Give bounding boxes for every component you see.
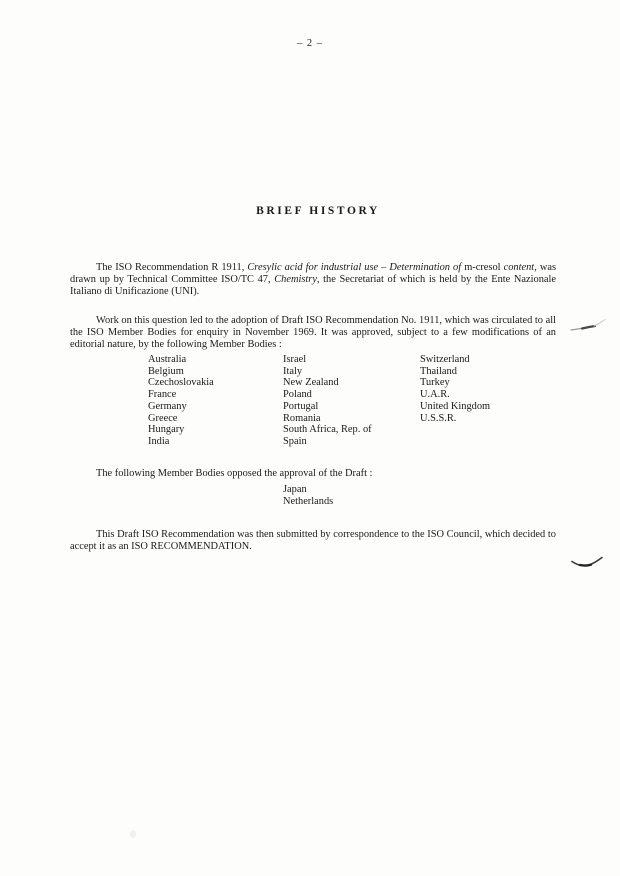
- country-item: South Africa, Rep. of: [283, 424, 372, 436]
- country-item: New Zealand: [283, 377, 339, 389]
- country-item: Turkey: [420, 377, 450, 389]
- country-item: Spain: [283, 435, 307, 447]
- country-item: United Kingdom: [420, 400, 491, 412]
- country-item: Israel: [283, 354, 307, 365]
- title-content-word: content: [500, 262, 535, 274]
- paper-speck: [130, 830, 136, 838]
- paragraph-approval: Work on this question led to the adoption of Draft ISO Recommendation No. 1911, which was circulated to all the ISO Member Bodies for enquiry in November 1969. It was approved, subject to a few modifications of an editorial nature, by the following Member Bodies :: [70, 315, 556, 351]
- country-item: Portugal: [283, 400, 319, 412]
- paragraph-intro: [70, 262, 556, 298]
- paragraph-intro-end: , the Secretariat of which is held by the Ente Nazionale Italiano di Unificazione (UNI).: [70, 274, 556, 298]
- country-item: France: [148, 389, 177, 401]
- pen-mark-upper-icon: [571, 320, 605, 331]
- country-item: Greece: [148, 412, 178, 424]
- committee-subject: Chemistry: [274, 274, 317, 286]
- member-bodies-column-2: [283, 354, 372, 448]
- country-item: Belgium: [148, 365, 184, 377]
- country-item: Japan: [283, 484, 307, 495]
- country-item: Czechoslovakia: [148, 377, 214, 389]
- paragraph-conclusion: This Draft ISO Recommendation was then submitted by correspondence to the ISO Council, which decided to accept it as an ISO RECOMMENDATION.: [70, 529, 556, 553]
- mcresol-term: m-cresol: [464, 262, 501, 274]
- country-item: India: [148, 435, 170, 447]
- pen-mark-lower-icon: [572, 558, 602, 566]
- country-item: U.S.S.R.: [420, 412, 457, 424]
- paragraph-intro-mid: , was drawn up by Technical Committee ISO/TC 47,: [70, 262, 556, 286]
- country-item: Poland: [283, 389, 312, 401]
- country-item: Switzerland: [420, 354, 470, 365]
- country-item: Australia: [148, 354, 187, 365]
- recommendation-title: Cresylic acid for industrial use – Determination of: [247, 262, 465, 274]
- country-item: Thailand: [420, 365, 457, 377]
- country-item: Germany: [148, 400, 187, 412]
- country-item: Romania: [283, 412, 321, 424]
- country-item: U.A.R.: [420, 389, 450, 401]
- country-item: Italy: [283, 365, 303, 377]
- page-number: – 2 –: [297, 38, 323, 49]
- country-item: Hungary: [148, 424, 185, 436]
- paragraph-intro-text: The ISO Recommendation R 1911,: [96, 262, 248, 274]
- opposed-intro: The following Member Bodies opposed the approval of the Draft :: [96, 468, 373, 480]
- section-heading: BRIEF HISTORY: [256, 205, 380, 217]
- opposed-countries-column: [283, 484, 333, 508]
- country-item: Netherlands: [283, 496, 334, 507]
- member-bodies-column-3: [420, 354, 490, 424]
- member-bodies-column-1: [148, 354, 214, 448]
